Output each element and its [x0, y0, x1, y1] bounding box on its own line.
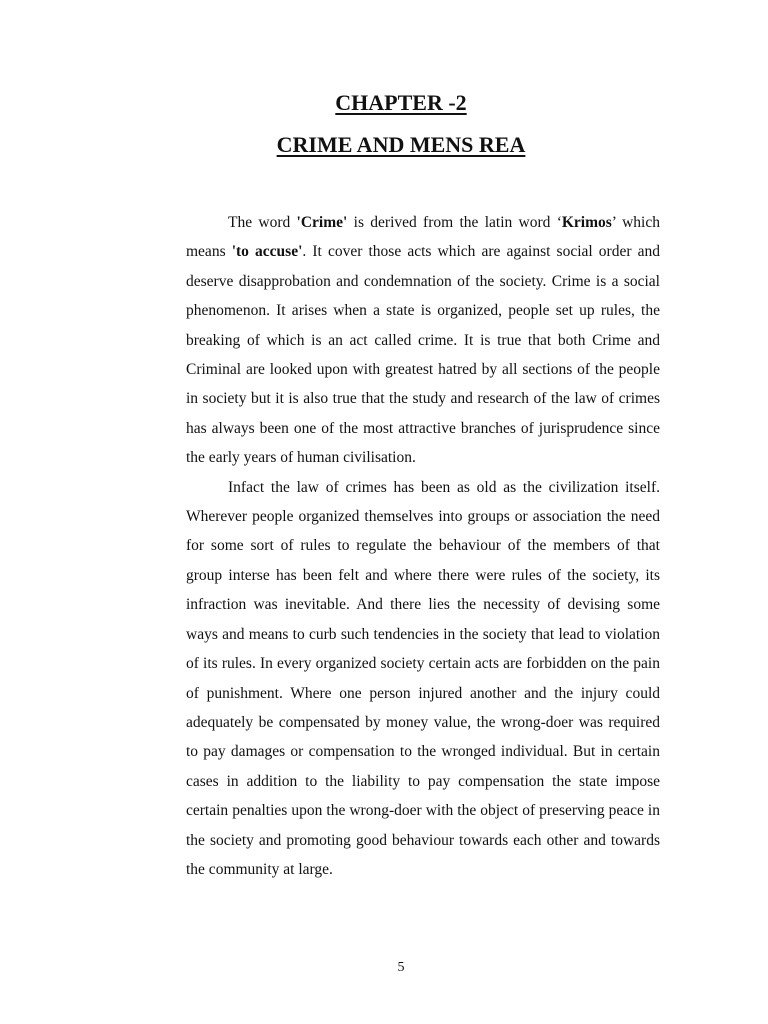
- chapter-heading: CHAPTER -2: [335, 90, 467, 115]
- term-to-accuse: 'to accuse': [231, 243, 303, 261]
- paragraph-1: [186, 208, 660, 473]
- body-text: [186, 208, 660, 884]
- paragraph-2: Infact the law of crimes has been as old as the civilization itself. Wherever people organized themselves into groups or association the need for some sort of rules to regulate the behaviour of the members of that group interse has been felt and where there were rules of the society, its infraction was inevitable. And there lies the necessity of devising some ways and means to curb such tendencies in the society that lead to violation of its rules. In every organized society certain acts are forbidden on the pain of punishment. Where one person injured another and the injury could adequately be compensated by money value, the wrong-doer was required to pay damages or compensation to the wronged individual. But in certain cases in addition to the liability to pay compensation the state impose certain penalties upon the wrong-doer with the object of preserving peace in the society and promoting good behaviour towards each other and towards the community at large.: [186, 478, 660, 878]
- chapter-title: CRIME AND MENS REA: [276, 132, 526, 157]
- term-crime: 'Crime': [296, 214, 348, 231]
- paragraph-1-text-3: ’ which means: [186, 214, 660, 261]
- term-krimos: Krimos: [561, 214, 612, 231]
- page-number: 5: [397, 960, 405, 975]
- paragraph-1-text-2: is derived from the latin word ‘: [347, 214, 562, 231]
- paragraph-1-text-1: The word: [228, 214, 297, 231]
- paragraph-1-text-4: . It cover those acts which are against social order and deserve disapprobation and condemnation of the society. Crime is a social phenomenon. It arises when a state is organized, people set up rules, the breaking of which is an act called crime. It is true that both Crime and Criminal are looked upon with greatest hatred by all sections of the people in society but it is also true that the study and research of the law of crimes has always been one of the most attractive branches of jurisprudence since the early years of human civilisation.: [186, 243, 660, 467]
